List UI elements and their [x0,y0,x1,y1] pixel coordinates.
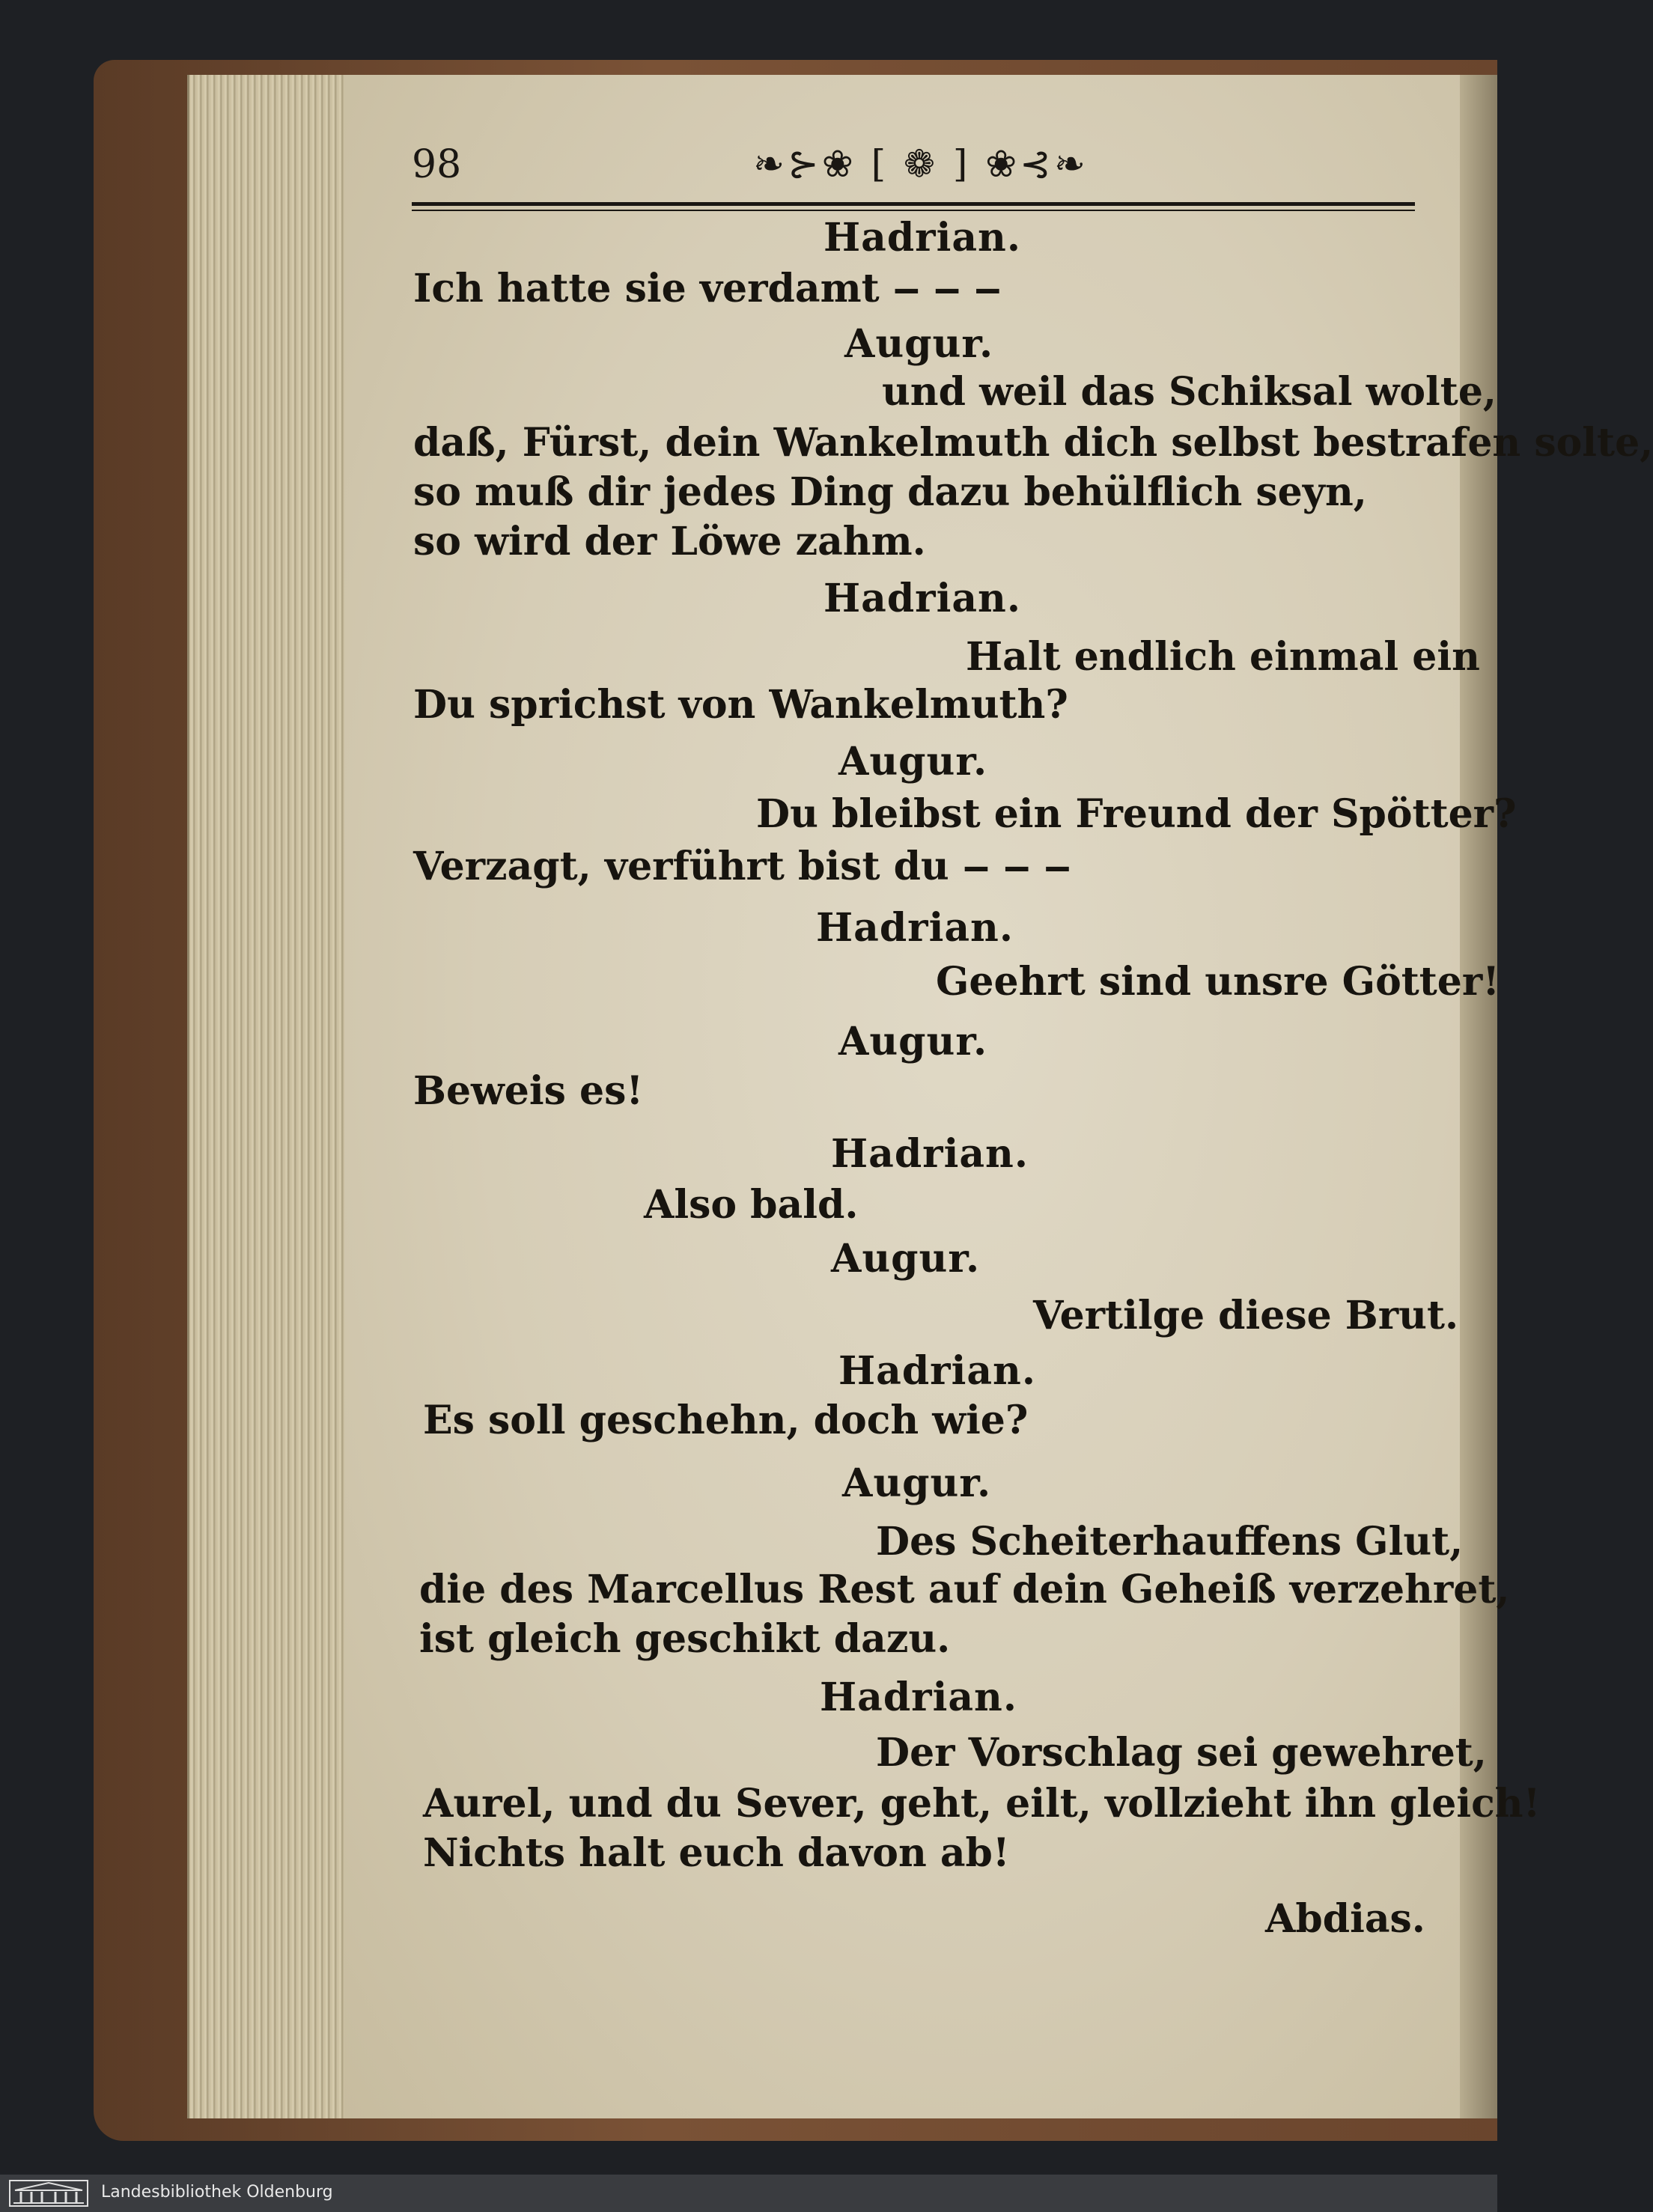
verse-line: und weil das Schiksal wolte, [882,369,1497,415]
verse-line: Vertilge diese Brut. [1033,1293,1459,1338]
verse-line: Verzagt, verführt bist du ‒ ‒ ‒ [413,844,1071,889]
speaker-name: Hadrian. [838,1348,1036,1394]
catchword: Abdias. [1265,1896,1425,1942]
speaker-name: Augur. [844,321,994,367]
verse-line: ist gleich geschikt dazu. [419,1616,951,1662]
verse-line: Geehrt sind unsre Götter! [936,959,1500,1005]
verse-line: die des Marcellus Rest auf dein Geheiß verzehret, [419,1567,1510,1612]
verse-line: Du sprichst von Wankelmuth? [413,682,1068,728]
verse-line: Der Vorschlag sei gewehret, [876,1730,1487,1776]
speaker-name: Hadrian. [824,576,1021,621]
speaker-name: Augur. [831,1236,981,1282]
speaker-name: Hadrian. [816,905,1014,951]
verse-line: Nichts halt euch davon ab! [423,1830,1010,1876]
verse-line: Also bald. [644,1182,859,1228]
speaker-name: Hadrian. [820,1675,1017,1720]
header-ornament: ❧⊱❀ [ ❁ ] ❀⊰❧ [753,142,1089,186]
verse-line: Aurel, und du Sever, geht, eilt, vollzieht ihn gleich! [423,1781,1541,1826]
running-header [412,142,1415,210]
verse-line: Beweis es! [413,1068,644,1114]
page-number: 98 [412,142,462,187]
speaker-name: Augur. [838,739,988,784]
verse-line: Ich hatte sie verdamt ‒ ‒ ‒ [413,266,1002,311]
verse-line: so muß dir jedes Ding dazu behülflich seyn, [413,469,1367,515]
page-edges [187,75,350,2118]
header-rule-thin [412,210,1415,211]
speaker-name: Hadrian. [824,215,1021,260]
speaker-name: Hadrian. [831,1131,1029,1177]
verse-line: Du bleibst ein Freund der Spötter? [756,791,1517,837]
verse-line: Halt endlich einmal ein [966,634,1480,680]
verse-line: daß, Fürst, dein Wankelmuth dich selbst bestrafen solte, [413,420,1653,466]
speaker-name: Augur. [842,1460,992,1506]
library-building-icon [9,2180,88,2207]
speaker-name: Augur. [838,1019,988,1064]
header-rule [412,202,1415,206]
library-name: Landesbibliothek Oldenburg [101,2183,333,2202]
verse-line: Des Scheiterhauffens Glut, [876,1519,1464,1564]
verse-line: so wird der Löwe zahm. [413,519,926,564]
verse-line: Es soll geschehn, doch wie? [423,1398,1029,1443]
